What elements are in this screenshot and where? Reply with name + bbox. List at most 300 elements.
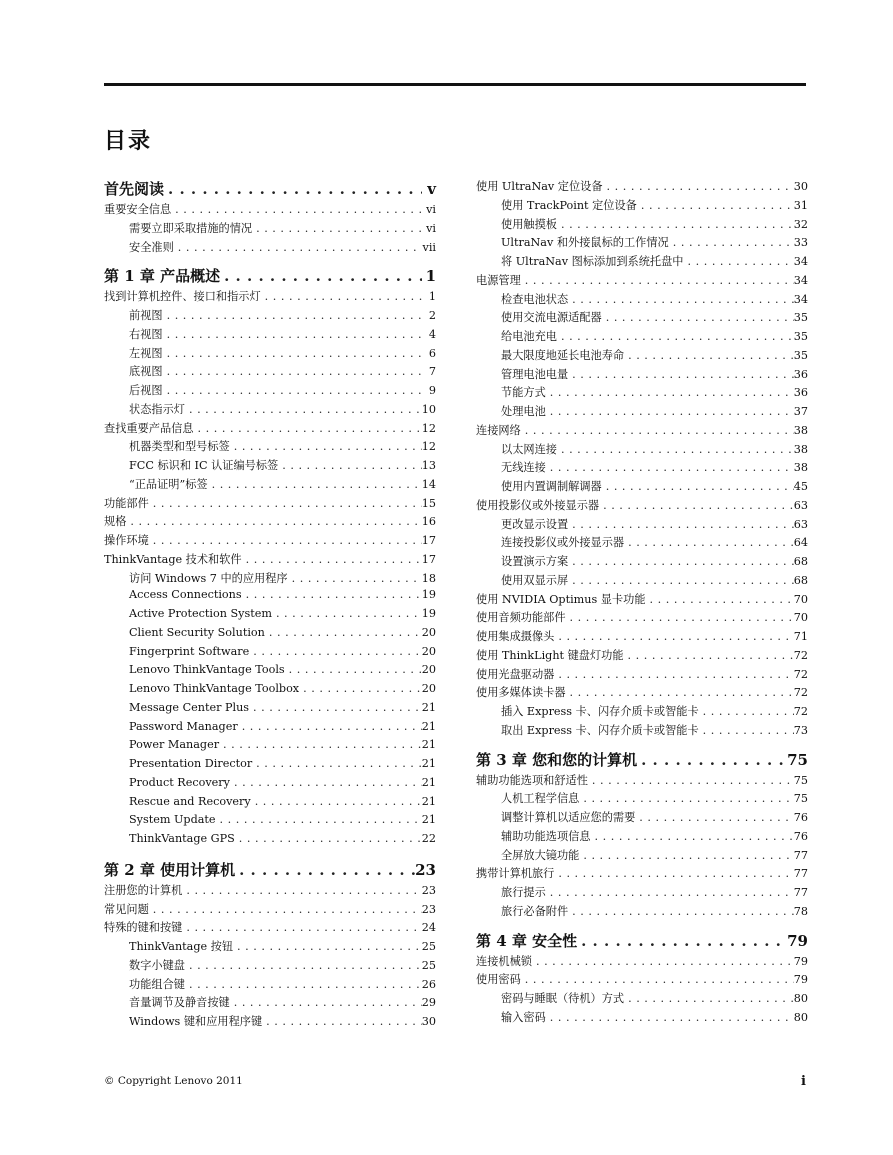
toc-entry-page: 64	[793, 536, 808, 550]
toc-entry[interactable]	[104, 720, 436, 739]
toc-entry[interactable]	[104, 363, 436, 382]
toc-entry-label: 机器类型和型号标签	[129, 440, 230, 454]
header-rule	[104, 83, 806, 86]
toc-entry-page: vi	[426, 203, 436, 216]
toc-leader-dots	[602, 311, 794, 324]
toc-entry-label: 找到计算机控件、接口和指示灯	[104, 290, 261, 304]
toc-leader-dots	[174, 241, 422, 254]
toc-entry-page: vii	[422, 240, 436, 254]
toc-entry-page: 7	[428, 365, 436, 379]
toc-entry-label: 重要安全信息	[104, 203, 172, 216]
toc-entry-page: 21	[421, 775, 436, 789]
toc-entry-label: 右视图	[129, 327, 163, 341]
toc-entry-label: 使用音频功能部件	[476, 611, 566, 625]
toc-entry-page: 73	[793, 723, 808, 737]
toc-entry-page: 20	[421, 644, 436, 658]
toc-entry[interactable]	[104, 919, 436, 938]
toc-entry-label: 携带计算机旅行	[476, 867, 555, 881]
toc-entry-page: 17	[421, 534, 436, 547]
toc-entry[interactable]	[104, 288, 436, 307]
toc-entry-page: 29	[421, 996, 436, 1010]
toc-entry-label: 安全准则	[129, 240, 174, 254]
toc-leader-dots	[624, 349, 794, 362]
toc-entry[interactable]	[104, 882, 436, 901]
toc-entry-page: 68	[793, 555, 808, 568]
toc-entry[interactable]	[476, 478, 808, 497]
toc-entry-page: 70	[793, 592, 808, 606]
toc-entry-page: 35	[793, 348, 808, 362]
toc-entry[interactable]	[476, 516, 808, 535]
toc-entry-label: 第 1 章 产品概述	[104, 267, 221, 286]
toc-entry-page: 20	[421, 625, 436, 639]
toc-entry[interactable]	[476, 884, 808, 903]
toc-entry-label: Message Center Plus	[129, 700, 250, 714]
toc-chapter-entry[interactable]	[104, 265, 436, 288]
toc-entry-label: 处理电池	[501, 405, 546, 418]
toc-leader-dots	[603, 180, 794, 193]
toc-entry[interactable]	[104, 832, 436, 851]
toc-entry-page: 75	[793, 792, 808, 806]
toc-entry-page: 20	[421, 663, 436, 677]
toc-leader-dots	[149, 534, 422, 547]
toc-entry-label: 连接机械锁	[476, 954, 532, 968]
toc-entry-label: Presentation Director	[129, 757, 253, 770]
page-title: 目录	[104, 128, 153, 154]
toc-leader-dots	[163, 365, 422, 378]
toc-entry[interactable]	[104, 401, 436, 420]
toc-entry-page: 21	[421, 738, 436, 752]
toc-entry-page: 36	[793, 367, 808, 381]
toc-entry-page: 75	[793, 773, 808, 787]
toc-entry-label: 使用集成摄像头	[476, 630, 555, 643]
toc-entry[interactable]	[104, 813, 436, 832]
toc-entry[interactable]	[104, 957, 436, 976]
toc-leader-dots	[521, 274, 794, 287]
toc-entry[interactable]	[476, 647, 808, 666]
toc-entry[interactable]	[104, 551, 436, 570]
toc-leader-dots	[220, 267, 422, 285]
toc-entry[interactable]	[104, 239, 436, 258]
toc-entry-page: 23	[415, 860, 436, 879]
toc-entry[interactable]	[104, 607, 436, 626]
toc-entry[interactable]	[476, 347, 808, 366]
toc-entry[interactable]	[476, 272, 808, 291]
toc-leader-dots	[185, 978, 422, 991]
toc-entry[interactable]	[104, 420, 436, 439]
toc-entry[interactable]	[104, 495, 436, 514]
toc-entry[interactable]	[104, 757, 436, 776]
toc-entry-label: 使用密码	[476, 973, 521, 987]
toc-entry[interactable]	[476, 971, 808, 990]
toc-entry[interactable]	[476, 828, 808, 847]
toc-entry-label: 状态指示灯	[129, 402, 185, 416]
toc-entry-label: Access Connections	[129, 588, 242, 602]
toc-entry-page: 38	[793, 461, 808, 475]
toc-leader-dots	[163, 384, 422, 397]
toc-leader-dots	[230, 776, 422, 789]
toc-entry-page: 77	[793, 848, 808, 862]
toc-entry[interactable]	[104, 457, 436, 476]
toc-leader-dots	[577, 932, 787, 950]
toc-entry-page: 77	[793, 867, 808, 881]
toc-entry-page: v	[427, 180, 436, 198]
toc-leader-dots	[554, 630, 793, 643]
toc-entry-label: 调整计算机以适应您的需要	[501, 811, 636, 824]
toc-entry[interactable]	[104, 994, 436, 1013]
toc-entry-page: 24	[421, 921, 436, 935]
toc-leader-dots	[194, 422, 422, 435]
toc-entry-label: 输入密码	[501, 1010, 546, 1024]
toc-entry[interactable]	[476, 234, 808, 253]
toc-leader-dots	[208, 478, 422, 491]
toc-leader-dots	[566, 611, 794, 624]
toc-entry[interactable]	[476, 903, 808, 922]
toc-leader-dots	[164, 180, 422, 198]
toc-entry-page: 72	[793, 648, 808, 662]
toc-entry[interactable]	[104, 976, 436, 995]
toc-entry-label: 使用 UltraNav 定位设备	[476, 180, 603, 193]
toc-leader-dots	[285, 663, 422, 676]
toc-entry-page: 4	[428, 327, 436, 341]
toc-entry-label: Lenovo ThinkVantage Tools	[129, 663, 285, 677]
toc-entry[interactable]	[104, 382, 436, 401]
toc-entry[interactable]	[104, 307, 436, 326]
toc-entry[interactable]	[476, 953, 808, 972]
toc-entry-label: 旅行提示	[501, 886, 546, 899]
toc-leader-dots	[249, 701, 422, 714]
toc-entry-label: 使用触摸板	[501, 217, 557, 231]
toc-entry-label: 管理电池电量	[501, 367, 569, 381]
toc-leader-dots	[521, 424, 794, 437]
toc-entry-label: 第 2 章 使用计算机	[104, 860, 236, 879]
toc-entry[interactable]	[104, 326, 436, 345]
toc-entry-page: 18	[421, 571, 436, 585]
toc-entry[interactable]	[476, 328, 808, 347]
toc-entry[interactable]	[476, 722, 808, 741]
toc-entry-label: 连接网络	[476, 423, 521, 437]
toc-entry-label: 第 3 章 您和您的计算机	[476, 750, 638, 769]
toc-entry-page: 25	[421, 940, 436, 953]
toc-entry-page: 16	[421, 515, 436, 529]
toc-entry[interactable]	[476, 628, 808, 647]
toc-entry[interactable]	[476, 403, 808, 422]
toc-leader-dots	[185, 403, 422, 416]
toc-entry[interactable]	[104, 795, 436, 814]
toc-entry[interactable]	[104, 345, 436, 364]
toc-leader-dots	[521, 973, 794, 986]
toc-entry-page: 30	[421, 1015, 436, 1028]
toc-entry-page: 77	[793, 886, 808, 899]
toc-leader-dots	[252, 222, 422, 235]
toc-entry-label: 辅助功能选项和舒适性	[476, 773, 588, 787]
toc-entry-label: 无线连接	[501, 461, 546, 475]
toc-entry-label: 全屏放大镜功能	[501, 848, 580, 862]
toc-entry-page: 76	[793, 811, 808, 824]
toc-entry-label: 辅助功能选项信息	[501, 829, 591, 843]
toc-entry[interactable]	[476, 366, 808, 385]
toc-entry[interactable]	[476, 609, 808, 628]
toc-entry[interactable]	[104, 645, 436, 664]
toc-chapter-entry[interactable]	[476, 930, 808, 953]
toc-entry[interactable]	[104, 513, 436, 532]
toc-leader-dots	[557, 218, 794, 231]
toc-leader-dots	[262, 1015, 422, 1028]
toc-entry[interactable]	[104, 1013, 436, 1032]
toc-entry[interactable]	[104, 701, 436, 720]
toc-entry-label: ThinkVantage 按钮	[129, 940, 234, 953]
toc-entry-page: 19	[421, 588, 436, 602]
toc-leader-dots	[624, 649, 794, 662]
toc-entry-label: 设置演示方案	[501, 555, 569, 568]
toc-leader-dots	[149, 497, 422, 510]
toc-entry[interactable]	[104, 626, 436, 645]
toc-entry-page: 37	[793, 405, 808, 418]
toc-leader-dots	[242, 553, 422, 566]
toc-entry[interactable]	[104, 901, 436, 920]
toc-entry-label: 音量调节及静音按键	[129, 996, 230, 1010]
toc-right-column	[476, 178, 808, 1028]
copyright-notice: © Copyright Lenovo 2011	[104, 1075, 243, 1087]
toc-entry-label: Product Recovery	[129, 775, 230, 789]
toc-entry-page: 79	[793, 973, 808, 987]
toc-entry-page: vi	[426, 221, 436, 235]
toc-leader-dots	[546, 386, 794, 399]
toc-entry-page: 79	[793, 954, 808, 968]
toc-entry-page: 35	[793, 330, 808, 343]
toc-entry-label: 最大限度地延长电池寿命	[501, 348, 625, 362]
toc-entry[interactable]	[476, 847, 808, 866]
toc-entry[interactable]	[104, 682, 436, 701]
toc-leader-dots	[171, 203, 422, 216]
toc-entry-label: 查找重要产品信息	[104, 421, 194, 435]
toc-entry[interactable]	[476, 703, 808, 722]
toc-entry-page: 34	[793, 273, 808, 287]
toc-entry-label: Rescue and Recovery	[129, 794, 251, 808]
toc-entry[interactable]	[104, 201, 436, 220]
toc-entry-page: 12	[421, 421, 436, 435]
toc-entry[interactable]	[476, 591, 808, 610]
toc-entry-page: 10	[421, 402, 436, 416]
toc-entry[interactable]	[104, 588, 436, 607]
toc-entry-page: 63	[793, 517, 808, 531]
toc-entry[interactable]	[104, 532, 436, 551]
toc-leader-dots	[163, 309, 422, 322]
toc-entry-label: 连接投影仪或外接显示器	[501, 536, 625, 550]
toc-entry[interactable]	[476, 216, 808, 235]
toc-leader-dots	[546, 461, 794, 474]
toc-entry[interactable]	[476, 309, 808, 328]
toc-entry[interactable]	[476, 534, 808, 553]
toc-entry-page: 19	[421, 607, 436, 620]
toc-entry-page: 45	[793, 480, 808, 493]
toc-leader-dots	[579, 792, 793, 805]
toc-entry-page: 34	[793, 292, 808, 306]
toc-entry[interactable]	[476, 197, 808, 216]
toc-leader-dots	[568, 368, 794, 381]
toc-entry[interactable]	[476, 553, 808, 572]
toc-leader-dots	[637, 751, 787, 769]
page-number: i	[801, 1074, 806, 1089]
toc-leader-dots	[568, 293, 794, 306]
toc-leader-dots	[635, 811, 793, 824]
toc-entry[interactable]	[104, 738, 436, 757]
toc-entry-page: 2	[428, 309, 436, 322]
toc-entry-label: 使用 TrackPoint 定位设备	[501, 198, 637, 212]
toc-entry-label: 旅行必备附件	[501, 904, 569, 918]
toc-leader-dots	[126, 515, 421, 528]
toc-entry-page: 75	[787, 750, 808, 769]
toc-entry-page: 72	[793, 686, 808, 700]
toc-entry[interactable]	[104, 438, 436, 457]
toc-entry[interactable]	[104, 570, 436, 589]
toc-entry-page: 26	[421, 977, 436, 991]
toc-leader-dots	[299, 682, 422, 695]
toc-entry[interactable]	[476, 572, 808, 591]
toc-leader-dots	[252, 757, 422, 770]
toc-leader-dots	[568, 574, 794, 587]
toc-entry-page: 78	[793, 904, 808, 918]
toc-entry[interactable]	[476, 865, 808, 884]
toc-leader-dots	[233, 940, 422, 953]
toc-entry-label: 检查电池状态	[501, 292, 569, 306]
toc-entry-label: 使用多媒体读卡器	[476, 686, 566, 700]
toc-entry-page: 32	[793, 217, 808, 231]
toc-entry-label: 注册您的计算机	[104, 883, 183, 897]
toc-entry[interactable]	[476, 422, 808, 441]
toc-entry-label: Fingerprint Software	[129, 644, 250, 658]
toc-entry-page: 21	[421, 813, 436, 827]
toc-leader-dots	[599, 499, 794, 512]
toc-entry[interactable]	[104, 220, 436, 239]
toc-entry[interactable]	[104, 776, 436, 795]
toc-entry-label: 规格	[104, 515, 127, 529]
toc-entry-page: 14	[421, 477, 436, 491]
toc-entry[interactable]	[104, 476, 436, 495]
toc-entry[interactable]	[476, 291, 808, 310]
toc-leader-dots	[288, 572, 422, 585]
toc-entry-page: 63	[793, 498, 808, 512]
toc-entry-label: Windows 键和应用程序键	[129, 1015, 263, 1028]
toc-entry-page: 12	[421, 440, 436, 454]
toc-entry-page: 36	[793, 386, 808, 400]
toc-entry-page: 31	[793, 198, 808, 212]
toc-leader-dots	[185, 959, 422, 972]
toc-entry-label: 操作环境	[104, 534, 149, 547]
toc-entry-page: 17	[421, 552, 436, 566]
toc-leader-dots	[557, 330, 794, 343]
toc-leader-dots	[554, 867, 793, 880]
toc-entry-page: 1	[425, 267, 436, 286]
toc-entry-page: 72	[793, 705, 808, 718]
toc-entry-page: 20	[421, 682, 436, 695]
toc-entry[interactable]	[476, 384, 808, 403]
toc-leader-dots	[624, 536, 794, 549]
toc-entry-page: 13	[421, 459, 436, 472]
toc-entry[interactable]	[104, 663, 436, 682]
toc-leader-dots	[591, 830, 794, 843]
toc-entry-page: 70	[793, 611, 808, 625]
toc-entry[interactable]	[476, 684, 808, 703]
toc-entry-label: ThinkVantage 技术和软件	[104, 552, 242, 566]
toc-entry[interactable]	[104, 938, 436, 957]
toc-entry-page: 21	[421, 794, 436, 808]
toc-leader-dots	[230, 440, 422, 453]
toc-entry[interactable]	[476, 497, 808, 516]
toc-entry[interactable]	[476, 772, 808, 791]
toc-entry[interactable]	[476, 990, 808, 1009]
toc-entry-label: Active Protection System	[129, 607, 272, 620]
toc-entry-page: 34	[793, 255, 808, 268]
toc-leader-dots	[557, 443, 794, 456]
toc-entry[interactable]	[476, 253, 808, 272]
toc-chapter-entry[interactable]	[104, 178, 436, 201]
toc-entry-page: 76	[793, 829, 808, 843]
toc-leader-dots	[149, 903, 422, 916]
toc-leader-dots	[566, 686, 794, 699]
toc-leader-dots	[546, 1011, 794, 1024]
toc-entry-page: 79	[787, 931, 808, 950]
toc-entry-label: 底视图	[129, 365, 163, 379]
toc-entry-label: 使用交流电源适配器	[501, 311, 602, 325]
toc-entry-label: 取出 Express 卡、闪存介质卡或智能卡	[501, 723, 699, 737]
toc-entry-page: 35	[793, 311, 808, 325]
toc-entry-label: 特殊的键和按键	[104, 921, 183, 935]
toc-leader-dots	[699, 705, 794, 718]
toc-entry-label: 常见问题	[104, 902, 149, 916]
toc-chapter-entry[interactable]	[104, 859, 436, 882]
toc-leader-dots	[238, 720, 422, 733]
toc-entry-page: 23	[421, 902, 436, 916]
toc-entry-label: 给电池充电	[501, 330, 557, 343]
toc-entry-label: 数字小键盘	[129, 958, 185, 972]
toc-leader-dots	[579, 849, 793, 862]
toc-entry-label: ThinkVantage GPS	[129, 832, 235, 845]
toc-entry-page: 9	[428, 384, 436, 397]
toc-leader-dots	[602, 480, 794, 493]
toc-leader-dots	[554, 668, 793, 681]
toc-leader-dots	[219, 738, 422, 751]
toc-entry-page: 25	[421, 958, 436, 972]
toc-entry-label: Client Security Solution	[129, 625, 265, 639]
toc-entry-label: Lenovo ThinkVantage Toolbox	[129, 682, 300, 695]
toc-entry[interactable]	[476, 666, 808, 685]
toc-entry[interactable]	[476, 1009, 808, 1028]
toc-entry-page: 21	[421, 700, 436, 714]
toc-entry-label: Power Manager	[129, 738, 220, 752]
toc-entry[interactable]	[476, 459, 808, 478]
toc-leader-dots	[249, 645, 421, 658]
toc-entry-page: 38	[793, 423, 808, 437]
toc-entry-page: 21	[421, 719, 436, 733]
toc-entry-page: 22	[421, 832, 436, 845]
toc-entry[interactable]	[476, 809, 808, 828]
toc-entry[interactable]	[476, 441, 808, 460]
toc-entry-label: 以太网连接	[501, 442, 557, 456]
toc-entry[interactable]	[476, 790, 808, 809]
toc-entry-label: 使用内置调制解调器	[501, 480, 602, 493]
toc-chapter-entry[interactable]	[476, 749, 808, 772]
toc-entry-page: 80	[793, 992, 808, 1005]
toc-entry-page: 68	[793, 573, 808, 587]
toc-entry-label: 使用双显示屏	[501, 573, 569, 587]
toc-leader-dots	[265, 626, 422, 639]
toc-entry-page: 6	[428, 346, 436, 360]
toc-leader-dots	[182, 921, 421, 934]
toc-entry[interactable]	[476, 178, 808, 197]
toc-entry-page: 23	[421, 883, 436, 897]
toc-leader-dots	[699, 724, 794, 737]
toc-leader-dots	[272, 607, 422, 620]
